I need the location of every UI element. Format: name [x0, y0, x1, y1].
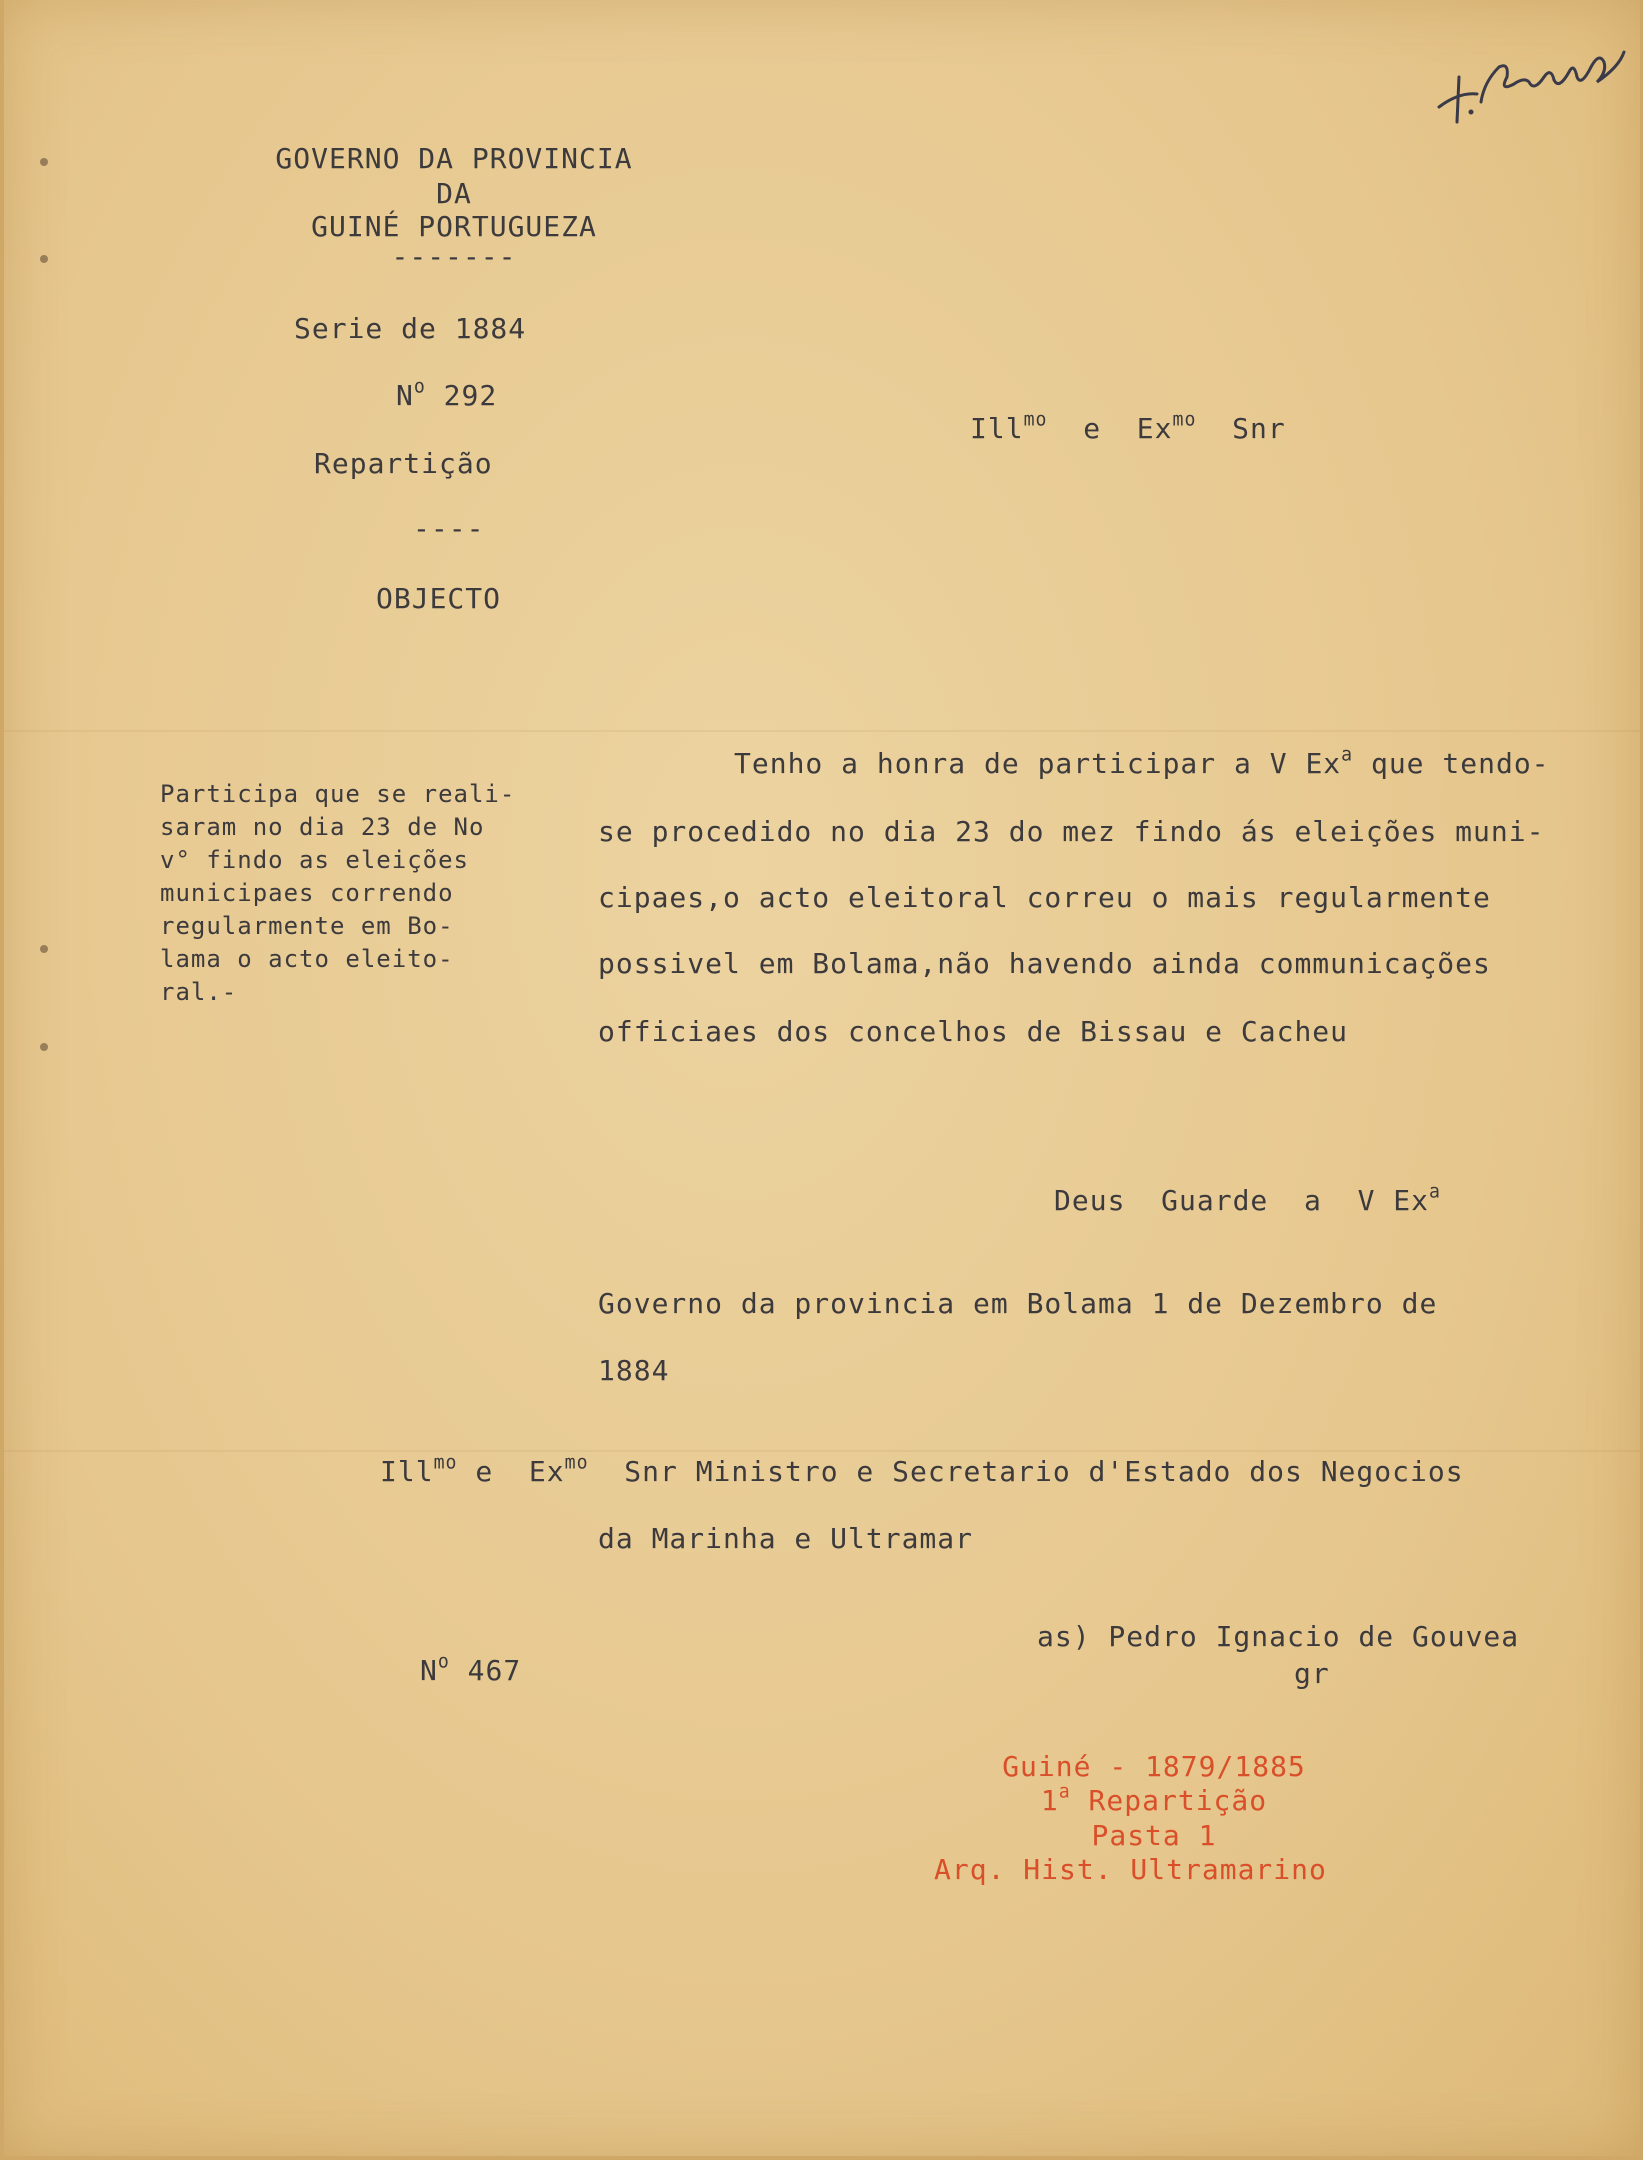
body-line-1: Tenho a honra de participar a V Ex$^a$ que tendo-	[734, 744, 1550, 780]
typed-signature-abbrev: gr	[1294, 1657, 1330, 1690]
body-line-5: officiaes dos concelhos de Bissau e Cacheu	[598, 1015, 1349, 1048]
addressee-line-2: da Marinha e Ultramar	[598, 1522, 974, 1555]
body-line-2: se procedido no dia 23 do mez findo ás eleições muni-	[598, 815, 1545, 848]
punch-hole	[40, 945, 48, 953]
dateline-1: Governo da provincia em Bolama 1 de Dezembro de	[598, 1287, 1438, 1320]
punch-hole	[40, 255, 48, 263]
handwritten-signature	[1429, 22, 1629, 132]
addressee-line-1: Ill$^{mo}$ e $Ex^{mo}$ Snr Ministro e Secretario d'Estado dos Negocios	[380, 1452, 1464, 1488]
heading-rule: -------	[391, 240, 517, 273]
archive-stamp-line-1: Guiné - 1879/1885	[1002, 1750, 1306, 1783]
closing-formula: Deus Guarde a V Ex$^a$	[1054, 1181, 1441, 1217]
paper-fold	[4, 1450, 1640, 1452]
heading-line-2: DA	[436, 177, 472, 210]
document-number: $N^o$ 292	[396, 376, 498, 412]
heading-line-1: GOVERNO DA PROVINCIA	[275, 142, 633, 175]
punch-hole	[40, 158, 48, 166]
short-rule: ----	[413, 512, 485, 545]
objecto-label: OBJECTO	[376, 582, 502, 615]
typed-signature: as) Pedro Ignacio de Gouvea	[1037, 1620, 1520, 1653]
salutation: Ill$^{mo}$ e $Ex^{mo}$ Snr	[970, 409, 1286, 445]
heading-line-3: GUINÉ PORTUGUEZA	[311, 210, 597, 243]
archive-stamp-line-3: Pasta 1	[1091, 1819, 1217, 1852]
serie-label: Serie de 1884	[294, 312, 527, 345]
archive-stamp-line-2: 1$^a$ Repartição	[1040, 1781, 1268, 1817]
archive-stamp-line-4: Arq. Hist. Ultramarino	[934, 1853, 1327, 1886]
document-page	[4, 0, 1640, 2156]
body-line-3: cipaes,o acto eleitoral correu o mais regularmente	[598, 881, 1491, 914]
reparticao-label: Repartição	[314, 447, 493, 480]
punch-hole	[40, 1043, 48, 1051]
outgoing-number: $N^o$ 467	[420, 1651, 522, 1687]
body-line-4: possivel em Bolama,não havendo ainda communicações	[598, 947, 1491, 980]
dateline-2: 1884	[598, 1354, 670, 1387]
paper-fold	[4, 730, 1640, 732]
summary-margin-note: Participa que se reali- saram no dia 23 de No v° findo as eleições municipaes correndo regularmente em Bo- lama o acto eleito- ral.-	[160, 780, 516, 1006]
